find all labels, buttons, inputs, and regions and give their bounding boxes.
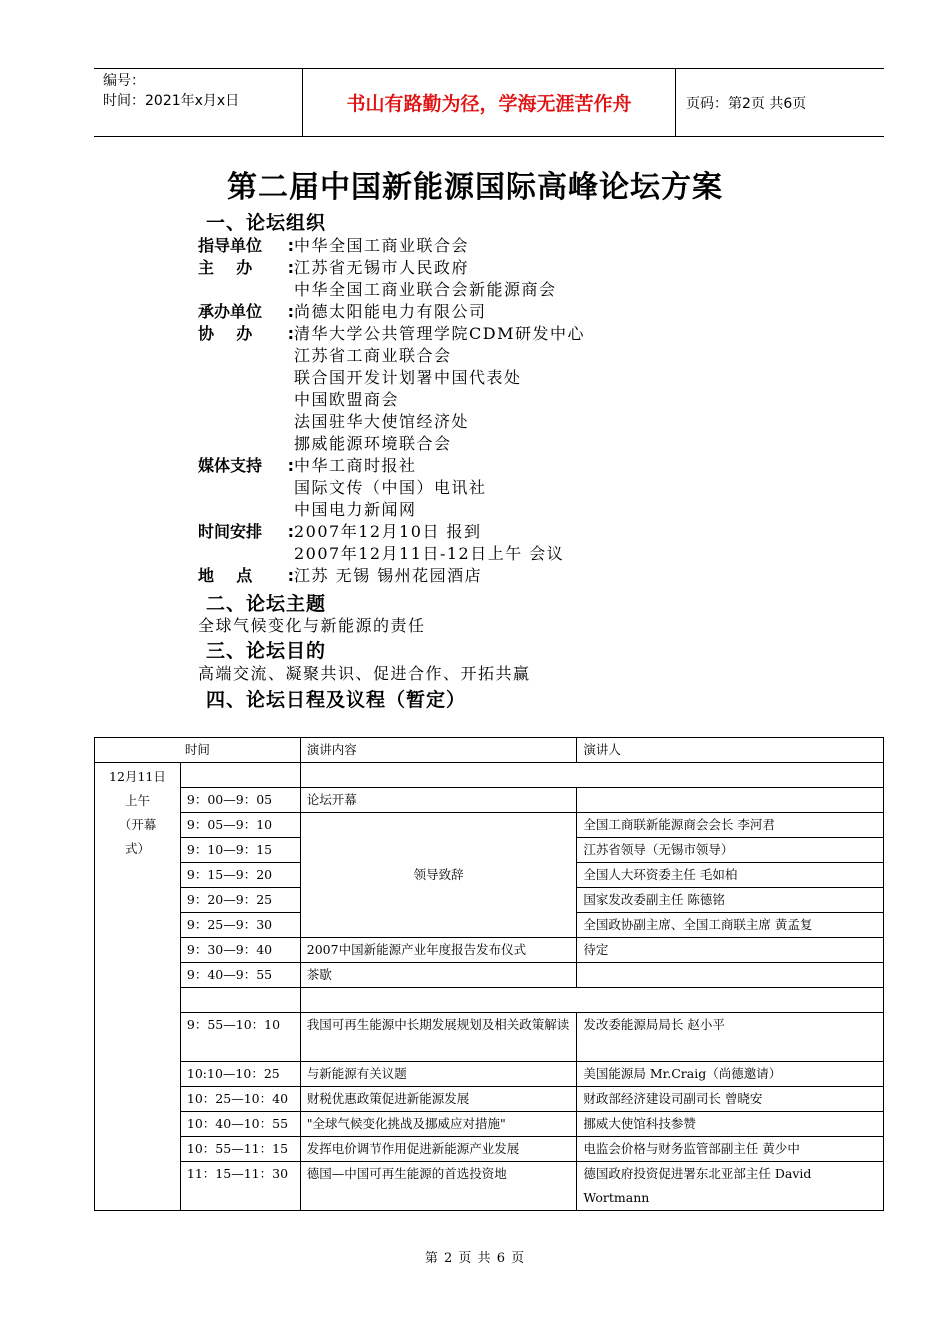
- speaker-cell: [577, 788, 884, 813]
- org-row-organizer: [198, 301, 798, 323]
- page-footer: 第 2 页 共 6 页: [424, 1251, 526, 1266]
- content-cell: 与新能源有关议题: [300, 1062, 577, 1087]
- table-row: [95, 788, 884, 813]
- org-label: 媒体支持 :: [198, 456, 294, 475]
- time-cell: 9：25—9：30: [180, 913, 300, 938]
- org-row-media: [198, 455, 798, 521]
- section-heading-2: 二、论坛主题: [206, 593, 327, 615]
- empty-cell: [180, 763, 300, 788]
- time-cell: 9：40—9：55: [180, 963, 300, 988]
- content-cell: 茶歇: [300, 963, 577, 988]
- table-header-row: [95, 738, 884, 763]
- header-motto: 书山有路勤为径，学海无涯苦作舟: [302, 69, 676, 136]
- content-cell: 2007中国新能源产业年度报告发布仪式: [300, 938, 577, 963]
- org-label: 时间安排 :: [198, 522, 294, 541]
- speaker-cell: 电监会价格与财务监管部副主任 黄少中: [577, 1137, 884, 1162]
- organization-list: [198, 235, 798, 587]
- org-label: 主 办 :: [198, 258, 294, 277]
- speaker-cell: 全国工商联新能源商会会长 李河君: [577, 813, 884, 838]
- table-row: [95, 963, 884, 988]
- org-values: 中华工商时报社 国际文传（中国）电讯社 中国电力新闻网: [294, 456, 487, 519]
- org-row-location: [198, 565, 798, 587]
- time-cell: 9：05—9：10: [180, 813, 300, 838]
- speaker-cell: 全国人大环资委主任 毛如柏: [577, 863, 884, 888]
- speaker-cell: 全国政协副主席、全国工商联主席 黄孟复: [577, 913, 884, 938]
- time-cell: 10:10—10：25: [180, 1062, 300, 1087]
- table-row: [95, 1162, 884, 1211]
- speaker-cell: 挪威大使馆科技参赞: [577, 1112, 884, 1137]
- empty-cell: [180, 988, 300, 1013]
- content-cell: "全球气候变化挑战及挪威应对措施": [300, 1112, 577, 1137]
- header-time: 时间: [95, 738, 301, 763]
- content-cell: 领导致辞: [300, 813, 577, 938]
- org-row-guide: [198, 235, 798, 257]
- section-heading-4: 四、论坛日程及议程（暂定）: [206, 689, 467, 711]
- table-row: [95, 1013, 884, 1062]
- table-row: [95, 1062, 884, 1087]
- speaker-cell: [577, 963, 884, 988]
- time-cell: 9：10—9：15: [180, 838, 300, 863]
- org-values: 江苏 无锡 锡州花园酒店: [294, 566, 483, 585]
- section-2-text: 全球气候变化与新能源的责任: [198, 616, 426, 635]
- table-row: [95, 813, 884, 838]
- time-cell: 9：15—9：20: [180, 863, 300, 888]
- speaker-cell: 待定: [577, 938, 884, 963]
- table-row: [95, 1137, 884, 1162]
- org-row-time: [198, 521, 798, 565]
- speaker-cell: 财政部经济建设司副司长 曾晓安: [577, 1087, 884, 1112]
- org-values: 2007年12月10日 报到 2007年12月11日-12日上午 会议: [294, 522, 565, 563]
- section-heading-1: 一、论坛组织: [206, 212, 327, 234]
- header-page: 页码：第2页 共6页: [686, 95, 807, 112]
- header-meta: [94, 69, 302, 136]
- section-heading-3: 三、论坛目的: [206, 640, 327, 662]
- document-title: 第二届中国新能源国际高峰论坛方案: [227, 170, 723, 205]
- org-values: 清华大学公共管理学院CDM研发中心 江苏省工商业联合会 联合国开发计划署中国代表处 中国欧盟商会 法国驻华大使馆经济处 挪威能源环境联合会: [294, 324, 585, 453]
- content-cell: 我国可再生能源中长期发展规划及相关政策解读: [300, 1013, 577, 1062]
- org-label: 指导单位 :: [198, 236, 294, 255]
- org-label: 承办单位 :: [198, 302, 294, 321]
- schedule-table: [94, 737, 884, 1211]
- header-speaker: 演讲人: [577, 738, 884, 763]
- empty-cell: [300, 763, 883, 788]
- empty-cell: [300, 988, 883, 1013]
- time-cell: 10：55—11：15: [180, 1137, 300, 1162]
- speaker-cell: 江苏省领导（无锡市领导）: [577, 838, 884, 863]
- time-cell: 9：30—9：40: [180, 938, 300, 963]
- page-header: [94, 68, 884, 137]
- speaker-cell: 国家发改委副主任 陈德铭: [577, 888, 884, 913]
- org-label: 地 点 :: [198, 566, 294, 585]
- content-cell: 德国—中国可再生能源的首选投资地: [300, 1162, 577, 1211]
- header-number: 编号：: [103, 73, 145, 89]
- org-row-host: [198, 257, 798, 301]
- org-values: 中华全国工商业联合会: [294, 236, 470, 255]
- header-content: 演讲内容: [300, 738, 577, 763]
- time-cell: 9：55—10：10: [180, 1013, 300, 1062]
- time-cell: 9：20—9：25: [180, 888, 300, 913]
- org-label: 协 办 :: [198, 324, 294, 343]
- content-cell: 发挥电价调节作用促进新能源产业发展: [300, 1137, 577, 1162]
- section-3-text: 高端交流、凝聚共识、促进合作、开拓共赢: [198, 664, 531, 683]
- table-row: [95, 763, 884, 788]
- table-row: [95, 938, 884, 963]
- speaker-cell: 美国能源局 Mr.Craig（尚德邀请）: [577, 1062, 884, 1087]
- time-cell: 10：25—10：40: [180, 1087, 300, 1112]
- org-values: 江苏省无锡市人民政府 中华全国工商业联合会新能源商会: [294, 258, 557, 299]
- time-cell: 10：40—10：55: [180, 1112, 300, 1137]
- date-cell: 12月11日 上午 （开幕 式）: [95, 763, 181, 1211]
- header-time: 时间：2021年x月x日: [103, 93, 240, 109]
- table-row: [95, 1087, 884, 1112]
- content-cell: 财税优惠政策促进新能源发展: [300, 1087, 577, 1112]
- speaker-cell: 德国政府投资促进署东北亚部主任 David Wortmann: [577, 1162, 884, 1211]
- org-values: 尚德太阳能电力有限公司: [294, 302, 487, 321]
- table-row: [95, 988, 884, 1013]
- time-cell: 11：15—11：30: [180, 1162, 300, 1211]
- content-cell: 论坛开幕: [300, 788, 577, 813]
- table-row: [95, 1112, 884, 1137]
- time-cell: 9：00—9：05: [180, 788, 300, 813]
- org-row-co-organizer: [198, 323, 798, 455]
- speaker-cell: 发改委能源局局长 赵小平: [577, 1013, 884, 1062]
